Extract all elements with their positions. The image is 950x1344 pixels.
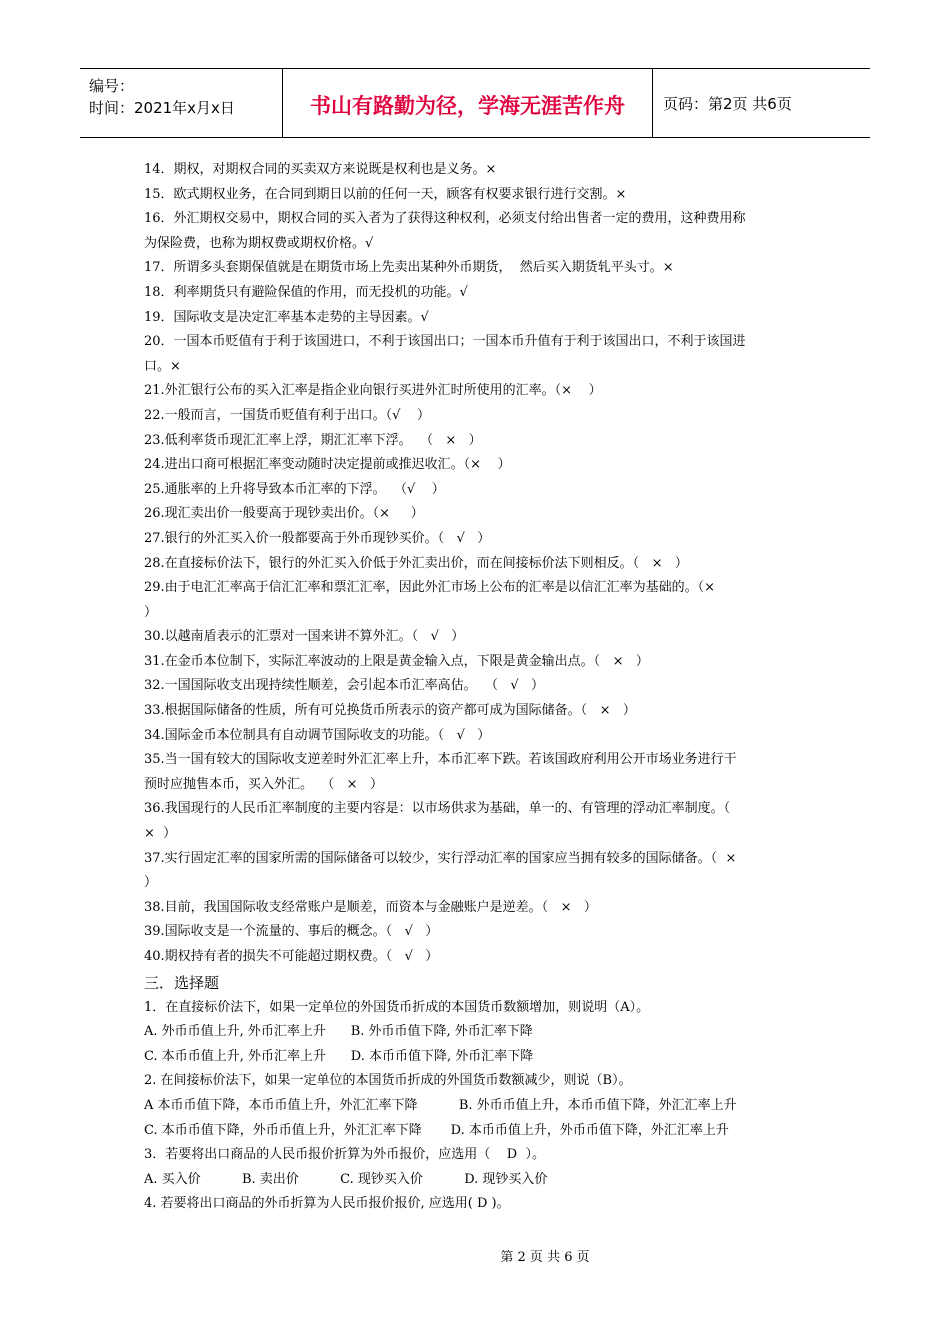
question-line: 26.现汇卖出价一般要高于现钞卖出价。（× ） <box>144 506 424 522</box>
question-line: 20．一国本币贬值有于利于该国进口，不利于该国出口；一国本币升值有于利于该国出口，不利于该国进 <box>144 334 746 350</box>
choice-line: 2. 在间接标价法下，如果一定单位的本国货币折成的外国货币数额减少，则说（B）。 <box>144 1073 632 1089</box>
choice-line: 4. 若要将出口商品的外币折算为人民币报价报价, 应选用( D )。 <box>144 1196 510 1212</box>
choice-line: A 本币币值下降，本币币值上升，外汇汇率下降 B. 外币币值上升，本币币值下降，外汇汇率上升 <box>144 1097 737 1113</box>
question-line: 14．期权，对期权合同的买卖双方来说既是权利也是义务。× <box>144 162 497 177</box>
choice-line: 3．若要将出口商品的人民币报价折算为外币报价，应选用（ D ）。 <box>144 1147 545 1163</box>
choice-line: A. 外币币值上升, 外币汇率上升 B. 外币币值下降, 外币汇率下降 <box>144 1024 533 1040</box>
question-line: 15．欧式期权业务，在合同到期日以前的任何一天，顾客有权要求银行进行交割。× <box>144 186 627 202</box>
question-line: 24.进出口商可根据汇率变动随时决定提前或推迟收汇。（× ） <box>144 457 511 473</box>
choice-line: C. 本币币值上升, 外币汇率上升 D. 本币币值下降, 外币汇率下降 <box>144 1048 534 1064</box>
question-line: 预时应抛售本币，买入外汇。 （ × ） <box>144 776 383 792</box>
question-line: ） <box>144 604 158 620</box>
question-line: 37.实行固定汇率的国家所需的国际储备可以较少，实行浮动汇率的国家应当拥有较多的国际储备。（ × <box>144 850 737 866</box>
question-line: ） <box>144 875 158 891</box>
time-label: 时间：2021年x月x日 <box>89 99 235 117</box>
question-line: 40.期权持有者的损失不可能超过期权费。（ √ ） <box>144 949 439 964</box>
header-meta <box>80 69 283 137</box>
section-title: 三．选择题 <box>144 973 220 992</box>
question-line: 35.当一国有较大的国际收支逆差时外汇汇率上升，本币汇率下跌。若该国政府利用公开市场业务进行干 <box>144 752 737 768</box>
question-line: 17．所谓多头套期保值就是在期货市场上先卖出某种外币期货， 然后买入期货轧平头寸。× <box>144 260 674 276</box>
question-line: 38.目前，我国国际收支经常账户是顺差，而资本与金融账户是逆差。（ × ） <box>144 899 597 915</box>
question-line: 28.在直接标价法下，银行的外汇买入价低于外汇卖出价，而在间接标价法下则相反。（ × ） <box>144 555 688 571</box>
choice-line: 1．在直接标价法下，如果一定单位的外国货币折成的本国货币数额增加，则说明（A）。 <box>144 999 650 1015</box>
number-label: 编号： <box>89 77 135 95</box>
question-line: 30.以越南盾表示的汇票对一国来讲不算外汇。（ √ ） <box>144 629 465 645</box>
header-motto: 书山有路勤为径，学海无涯苦作舟 <box>283 69 653 137</box>
document-body <box>144 158 814 1217</box>
question-line: 31.在金币本位制下，实际汇率波动的上限是黄金输入点，下限是黄金输出点。（ × ） <box>144 653 649 669</box>
choice-line: A. 买入价 B. 卖出价 C. 现钞买入价 D. 现钞买入价 <box>144 1171 548 1187</box>
choice-line: C. 本币币值下降，外币币值上升，外汇汇率下降 D. 本币币值上升，外币币值下降，外汇汇率上升 <box>144 1122 729 1138</box>
page-header <box>80 68 870 138</box>
question-line: 22.一般而言，一国货币贬值有利于出口。（√ ） <box>144 407 430 423</box>
page-footer: 第 2 页 共 6 页 <box>500 1250 590 1265</box>
question-line: 23.低利率货币现汇汇率上浮，期汇汇率下浮。 （ × ） <box>144 432 482 448</box>
question-line: 18．利率期货只有避险保值的作用，而无投机的功能。√ <box>144 284 468 300</box>
question-line: 口。× <box>144 358 181 374</box>
question-line: × ） <box>144 826 177 842</box>
question-line: 16．外汇期权交易中，期权合同的买入者为了获得这种权利，必须支付给出售者一定的费用，这种费用称 <box>144 211 746 227</box>
question-line: 33.根据国际储备的性质，所有可兑换货币所表示的资产都可成为国际储备。（ × ） <box>144 703 636 719</box>
question-line: 25.通胀率的上升将导致本币汇率的下浮。 （√ ） <box>144 481 445 497</box>
multiple-choice-list <box>144 996 814 1217</box>
question-line: 39.国际收支是一个流量的、事后的概念。（ √ ） <box>144 924 439 940</box>
question-line: 21.外汇银行公布的买入汇率是指企业向银行买进外汇时所使用的汇率。（× ） <box>144 383 602 399</box>
true-false-list <box>144 158 814 970</box>
question-line: 32.一国国际收支出现持续性顺差，会引起本币汇率高估。 （ √ ） <box>144 678 545 694</box>
question-line: 29.由于电汇汇率高于信汇汇率和票汇汇率，因此外汇市场上公布的汇率是以信汇汇率为基础的。（× <box>144 580 716 596</box>
question-line: 27.银行的外汇买入价一般都要高于外币现钞买价。（ √ ） <box>144 530 491 546</box>
question-line: 34.国际金币本位制具有自动调节国际收支的功能。（ √ ） <box>144 727 491 743</box>
question-line: 19．国际收支是决定汇率基本走势的主导因素。√ <box>144 309 429 325</box>
header-page-label: 页码：第2页 共6页 <box>663 94 792 113</box>
question-line: 36.我国现行的人民币汇率制度的主要内容是：以市场供求为基础，单一的、有管理的浮动汇率制度。（ <box>144 801 731 817</box>
question-line: 为保险费，也称为期权费或期权价格。√ <box>144 235 374 251</box>
